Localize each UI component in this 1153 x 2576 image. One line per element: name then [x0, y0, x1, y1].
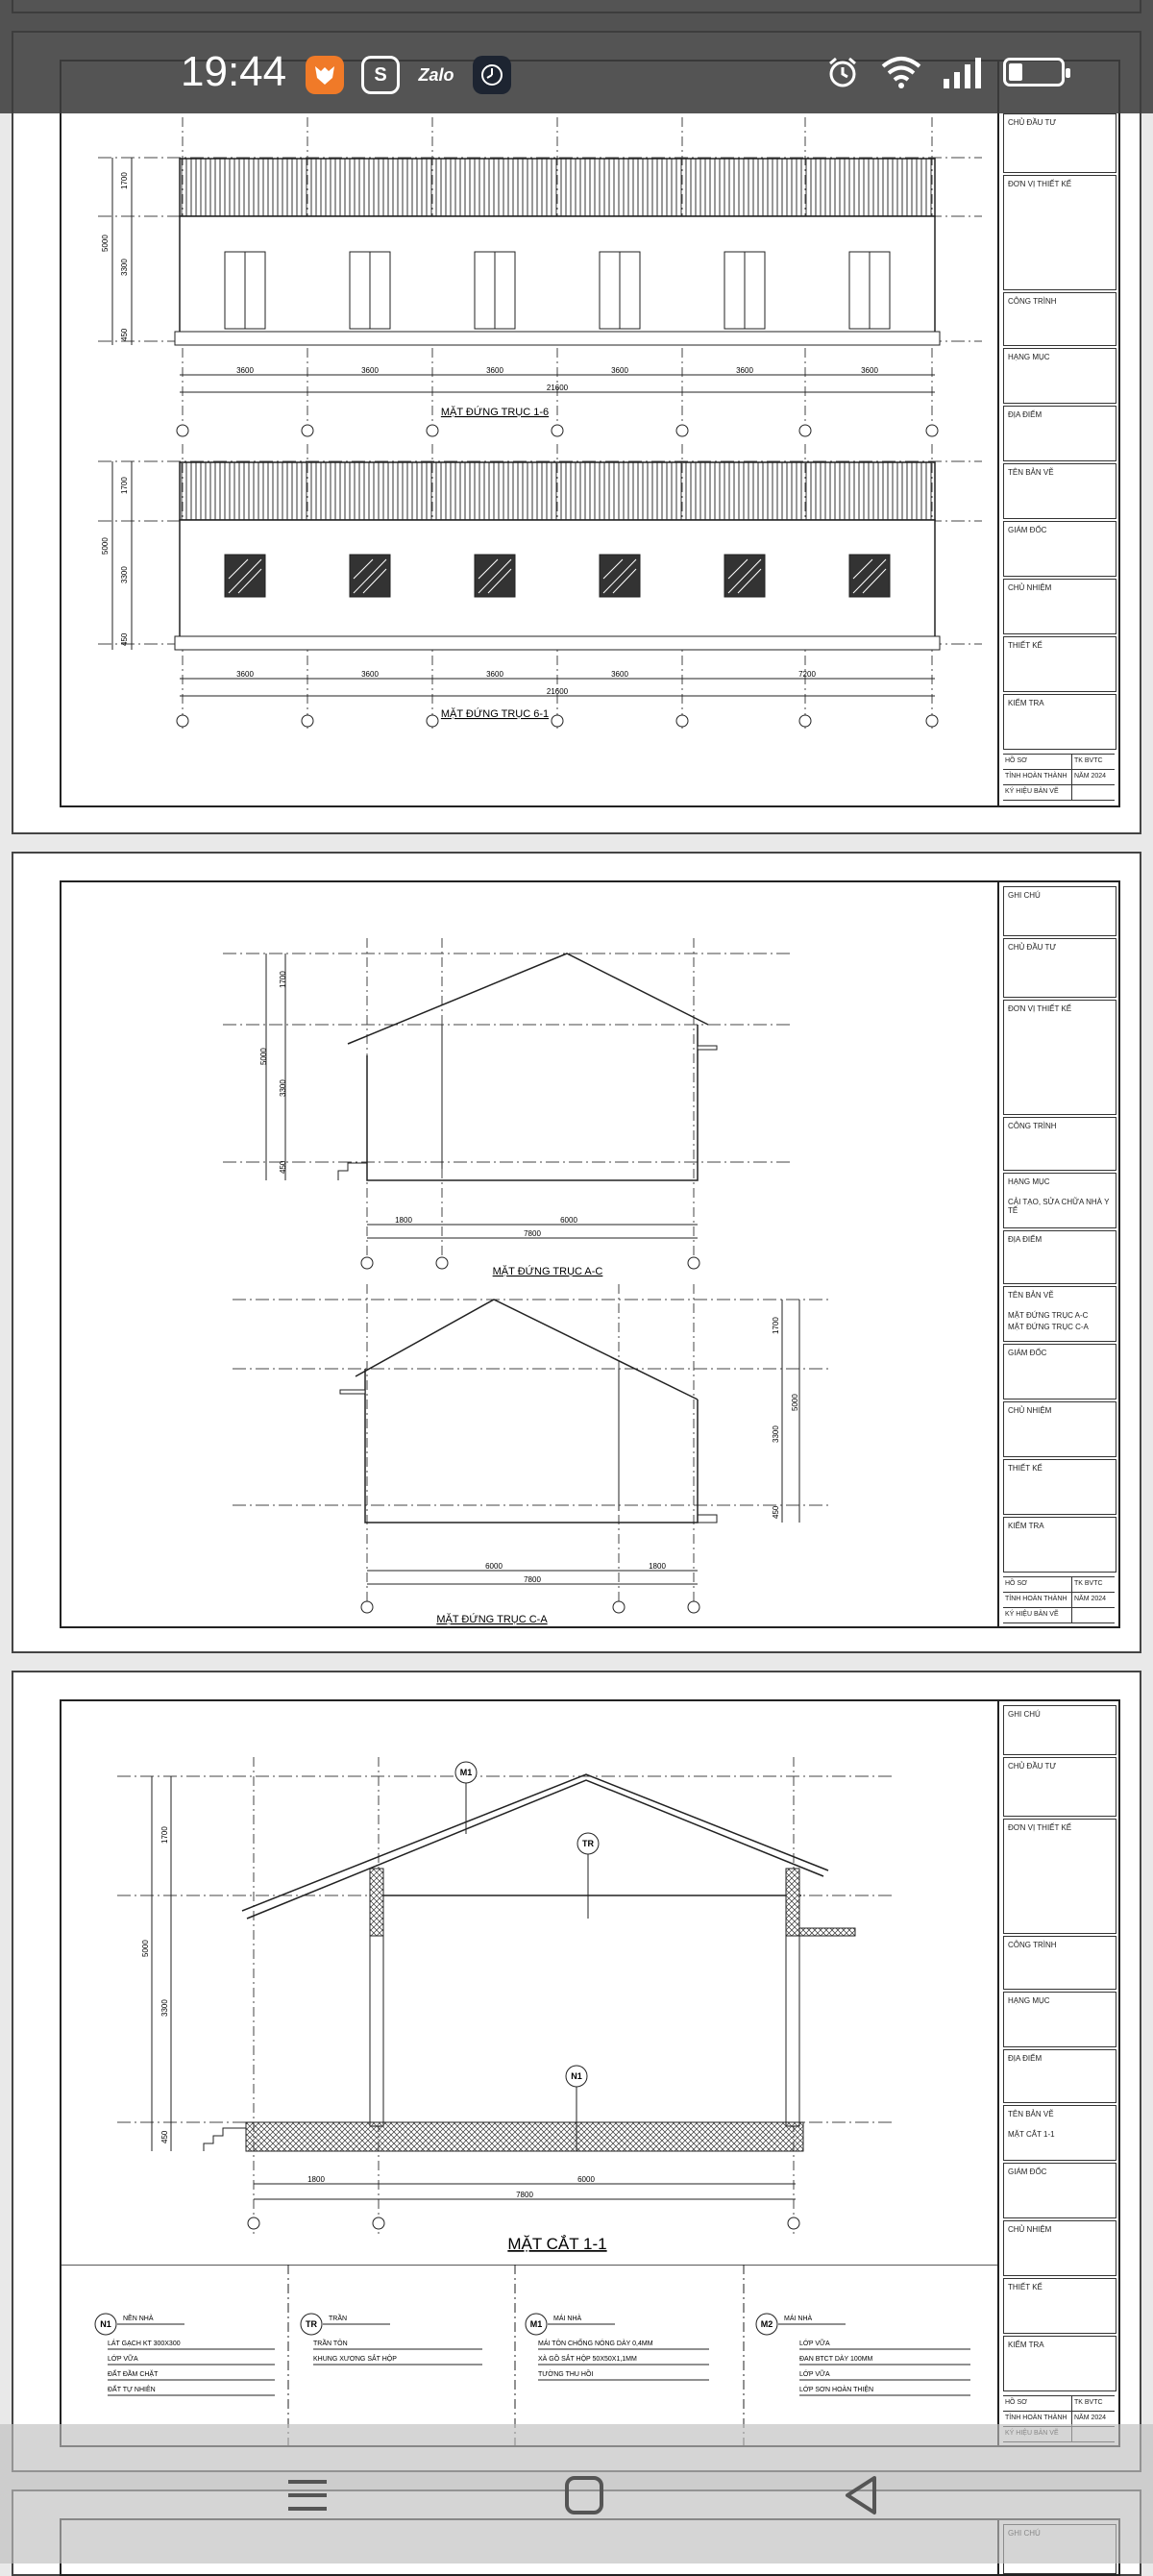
legend-n1-line-1: LÁT GẠCH KT 300X300: [108, 2341, 181, 2347]
legend-tr-line-2: KHUNG XƯƠNG SẮT HỘP: [313, 2356, 397, 2363]
dim-top-4: 3600: [611, 366, 628, 375]
level-1700-a: 1700: [120, 172, 129, 189]
tb3-footer: HỒ SƠ TK BVTC TỈNH HOÀN THÀNH NĂM 2024: [1003, 2395, 1115, 2442]
s3-dim-7800: 7800: [516, 2191, 533, 2199]
title-block-2: [997, 880, 1120, 1628]
tag-tr: TR: [582, 1839, 594, 1848]
level-3300-b: 3300: [120, 566, 129, 583]
dim-bot-4: 3600: [611, 670, 628, 679]
tb3-ghi-chu: GHI CHÚ: [1003, 1705, 1116, 1755]
legend-m1-line-2: XÀ GỒ SẮT HỘP 50X50X1,1MM: [538, 2356, 637, 2363]
tb1-thiet-ke: THIẾT KẾ: [1003, 636, 1116, 692]
legend-title-n1: NỀN NHÀ: [123, 2316, 154, 2322]
s2b-level-1700: 1700: [772, 1317, 780, 1334]
legend-n1-line-2: LỚP VỮA: [108, 2356, 138, 2363]
s2-level-1700: 1700: [279, 971, 287, 988]
legend-n1-line-4: ĐẤT TỰ NHIÊN: [108, 2387, 156, 2393]
signal-icon: [942, 56, 984, 88]
legend-tag-n1: N1: [100, 2319, 111, 2329]
dim-top-1: 3600: [236, 366, 254, 375]
s3-dim-1800: 1800: [307, 2175, 325, 2184]
legend-title-tr: TRẦN: [329, 2316, 348, 2322]
tb2-thiet-ke: THIẾT KẾ: [1003, 1459, 1116, 1515]
tag-n1: N1: [571, 2071, 582, 2081]
tag-m1: M1: [459, 1768, 473, 1777]
elevation-drawing-1: [60, 60, 1001, 807]
legend-m2-line-3: LỚP VỮA: [799, 2371, 830, 2378]
legend-tr-line-1: TRẦN TÔN: [313, 2341, 348, 2347]
wifi-icon: [880, 55, 922, 89]
tb3-thiet-ke: THIẾT KẾ: [1003, 2278, 1116, 2334]
dim-bot-5: 7200: [798, 670, 816, 679]
s2-level-450: 450: [279, 1160, 287, 1174]
status-bar: [0, 0, 1153, 113]
legend-tag-m1: M1: [529, 2319, 543, 2329]
elevation-title-6-1: MẶT ĐỨNG TRỤC 6-1: [440, 708, 550, 720]
dim-top-2: 3600: [361, 366, 379, 375]
legend-m2-line-1: LỚP VỮA: [799, 2341, 830, 2347]
zalo-app-icon: Zalo: [418, 64, 454, 85]
s2b-dim-1800: 1800: [649, 1562, 666, 1571]
s3-level-5000: 5000: [141, 1940, 150, 1957]
level-3300-a: 3300: [120, 259, 129, 276]
tb1-kiem-tra: KIỂM TRA: [1003, 694, 1116, 750]
s3-level-450: 450: [160, 2130, 169, 2143]
s2-level-3300: 3300: [279, 1079, 287, 1097]
dim-bot-2: 3600: [361, 670, 379, 679]
tb3-dia-diem: ĐỊA ĐIỂM: [1003, 2049, 1116, 2103]
tb2-kiem-tra: KIỂM TRA: [1003, 1517, 1116, 1573]
tb3-hang-muc: HẠNG MỤC: [1003, 1992, 1116, 2047]
shopee-app-icon: S: [361, 56, 400, 94]
status-time: 19:44: [181, 48, 287, 95]
level-1700-b: 1700: [120, 477, 129, 494]
material-legend: [60, 2265, 1011, 2447]
tb2-don-vi: ĐƠN VỊ THIẾT KẾ: [1003, 1000, 1116, 1115]
elevation-title-a-c: MẶT ĐỨNG TRỤC A-C: [492, 1266, 603, 1277]
legend-m1-line-3: TƯỜNG THU HỒI: [538, 2371, 594, 2378]
tb3-giam-doc: GIÁM ĐỐC: [1003, 2163, 1116, 2218]
tb3-cong-trinh: CÔNG TRÌNH: [1003, 1936, 1116, 1990]
tb2-chu-nhiem: CHỦ NHIỆM: [1003, 1401, 1116, 1457]
tb3-kiem-tra: KIỂM TRA: [1003, 2336, 1116, 2391]
back-icon: [834, 2468, 888, 2522]
alarm-icon: [824, 54, 861, 90]
tb1-ten-ban-ve: TÊN BẢN VẼ: [1003, 463, 1116, 519]
s2b-level-3300: 3300: [772, 1425, 780, 1443]
section-title: MẶT CẮT 1-1: [507, 2235, 607, 2253]
legend-m2-line-2: ĐAN BTCT DÀY 100MM: [799, 2356, 873, 2363]
tb3-chu-dau-tu: CHỦ ĐẦU TƯ: [1003, 1757, 1116, 1817]
tb2-ghi-chu: GHI CHÚ: [1003, 886, 1116, 936]
s3-level-3300: 3300: [160, 1999, 169, 2017]
navigation-bar: [0, 2424, 1153, 2564]
recent-apps-button[interactable]: [281, 2468, 334, 2522]
level-5000-a: 5000: [101, 235, 110, 252]
tb1-cong-trinh: CÔNG TRÌNH: [1003, 292, 1116, 346]
legend-m1-line-1: MÁI TÔN CHỐNG NÓNG DÀY 0,4MM: [538, 2341, 653, 2347]
legend-m2-line-4: LỚP SƠN HOÀN THIỆN: [799, 2387, 874, 2393]
tb2-giam-doc: GIÁM ĐỐC: [1003, 1344, 1116, 1399]
level-5000-b: 5000: [101, 537, 110, 555]
elevation-title-1-6: MẶT ĐỨNG TRỤC 1-6: [440, 407, 550, 418]
dim-top-5: 3600: [736, 366, 753, 375]
elevation-drawing-2: [60, 880, 1001, 1628]
dim-bot-1: 3600: [236, 670, 254, 679]
s2b-level-450: 450: [772, 1505, 780, 1519]
dim-top-6: 3600: [861, 366, 878, 375]
title-block-3: [997, 1699, 1120, 2447]
tb3-chu-nhiem: CHỦ NHIỆM: [1003, 2220, 1116, 2276]
section-drawing: [60, 1699, 1001, 2265]
tb2-chu-dau-tu: CHỦ ĐẦU TƯ: [1003, 938, 1116, 998]
s2-dim-1800: 1800: [395, 1216, 412, 1225]
legend-tag-tr: TR: [306, 2319, 317, 2329]
s2-dim-6000: 6000: [560, 1216, 577, 1225]
tb1-giam-doc: GIÁM ĐỐC: [1003, 521, 1116, 577]
recent-apps-icon: [281, 2468, 334, 2522]
tb2-ten-ban-ve: TÊN BẢN VẼ MẶT ĐỨNG TRỤC A-C MẶT ĐỨNG TRỤC C-A: [1003, 1286, 1116, 1342]
tb3-ten-ban-ve: TÊN BẢN VẼ MẶT CẮT 1-1: [1003, 2105, 1116, 2161]
back-button[interactable]: [834, 2468, 888, 2522]
dim-total-top: 21600: [546, 384, 569, 392]
dim-top-3: 3600: [486, 366, 503, 375]
s2b-dim-6000: 6000: [485, 1562, 503, 1571]
legend-n1-line-3: ĐẤT ĐẦM CHẶT: [108, 2371, 159, 2378]
tb1-footer: HỒ SƠ TK BVTC TỈNH HOÀN THÀNH NĂM 2024 KÝ HIỆU BẢN VẼ: [1003, 754, 1115, 801]
s2b-level-5000: 5000: [791, 1394, 799, 1411]
tb2-dia-diem: ĐỊA ĐIỂM: [1003, 1230, 1116, 1284]
tb1-chu-nhiem: CHỦ NHIỆM: [1003, 579, 1116, 634]
elevation-title-c-a: MẶT ĐỨNG TRỤC C-A: [436, 1614, 548, 1625]
tb1-don-vi: ĐƠN VỊ THIẾT KẾ: [1003, 175, 1116, 290]
fox-app-icon: [306, 56, 344, 94]
s3-level-1700: 1700: [160, 1826, 169, 1844]
legend-title-m2: MÁI NHÀ: [784, 2316, 813, 2322]
dim-total-bottom: 21600: [546, 687, 569, 696]
clock-app-icon: [473, 56, 511, 94]
level-450-b: 450: [120, 632, 129, 646]
tb1-dia-diem: ĐỊA ĐIỂM: [1003, 406, 1116, 461]
legend-title-m1: MÁI NHÀ: [553, 2316, 582, 2322]
tb3-don-vi: ĐƠN VỊ THIẾT KẾ: [1003, 1819, 1116, 1934]
tb2-cong-trinh: CÔNG TRÌNH: [1003, 1117, 1116, 1171]
s2-level-5000: 5000: [259, 1048, 268, 1065]
level-450-a: 450: [120, 328, 129, 341]
dim-bot-3: 3600: [486, 670, 503, 679]
tb2-hang-muc: HẠNG MỤC CẢI TẠO, SỬA CHỮA NHÀ Y TẾ: [1003, 1173, 1116, 1228]
tb2-footer: HỒ SƠ TK BVTC TỈNH HOÀN THÀNH NĂM 2024 KÝ HIỆU BẢN VẼ: [1003, 1576, 1115, 1623]
title-block-1: [997, 60, 1120, 807]
s2b-dim-7800: 7800: [524, 1575, 541, 1584]
home-icon: [557, 2468, 611, 2522]
legend-tag-m2: M2: [760, 2319, 773, 2329]
tb1-chu-dau-tu: CHỦ ĐẦU TƯ: [1003, 113, 1116, 173]
s3-dim-6000: 6000: [577, 2175, 595, 2184]
battery-icon: [1003, 58, 1065, 87]
s2-dim-7800: 7800: [524, 1229, 541, 1238]
home-button[interactable]: [557, 2468, 611, 2522]
tb1-hang-muc: HẠNG MỤC: [1003, 348, 1116, 404]
